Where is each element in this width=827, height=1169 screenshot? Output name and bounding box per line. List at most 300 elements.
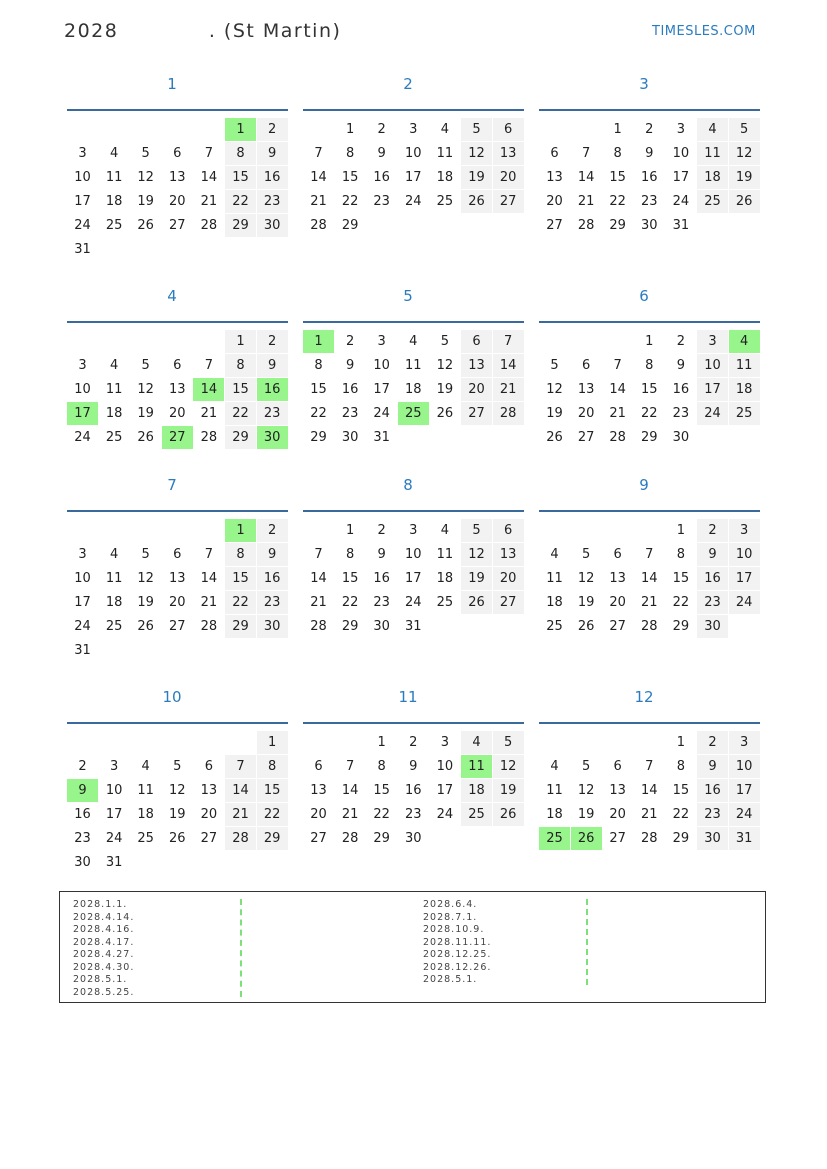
day-cell[interactable]: 25 <box>729 402 760 425</box>
day-cell[interactable]: 12 <box>461 142 492 165</box>
day-cell[interactable]: 4 <box>461 731 492 754</box>
holiday-day-cell[interactable]: 1 <box>225 519 256 542</box>
day-cell[interactable]: 30 <box>373 619 390 634</box>
day-cell[interactable]: 26 <box>137 619 154 634</box>
day-cell[interactable]: 2 <box>697 519 728 542</box>
day-cell[interactable]: 30 <box>341 430 359 445</box>
day-cell[interactable]: 30 <box>74 855 91 870</box>
day-cell[interactable]: 20 <box>310 807 327 822</box>
day-cell[interactable]: 16 <box>373 571 390 586</box>
day-cell[interactable]: 4 <box>440 122 450 137</box>
day-cell[interactable]: 6 <box>613 759 622 774</box>
day-cell[interactable]: 20 <box>200 807 218 822</box>
day-cell[interactable]: 3 <box>440 735 450 750</box>
day-cell[interactable]: 28 <box>225 827 256 850</box>
day-cell[interactable]: 19 <box>577 595 595 610</box>
day-cell[interactable]: 11 <box>105 571 123 586</box>
day-cell[interactable]: 9 <box>409 759 418 774</box>
day-cell[interactable]: 6 <box>493 118 524 141</box>
day-cell[interactable]: 7 <box>225 755 256 778</box>
day-cell[interactable]: 9 <box>377 146 386 161</box>
day-cell[interactable]: 8 <box>225 142 256 165</box>
day-cell[interactable]: 10 <box>105 783 123 798</box>
holiday-day-cell[interactable]: 1 <box>225 118 256 141</box>
day-cell[interactable]: 23 <box>373 595 390 610</box>
day-cell[interactable]: 12 <box>137 170 154 185</box>
day-cell[interactable]: 27 <box>493 190 524 213</box>
day-cell[interactable]: 20 <box>577 406 595 421</box>
day-cell[interactable]: 6 <box>173 547 182 562</box>
day-cell[interactable]: 11 <box>436 547 454 562</box>
day-cell[interactable]: 17 <box>105 807 123 822</box>
day-cell[interactable]: 13 <box>169 170 186 185</box>
day-cell[interactable]: 14 <box>200 170 218 185</box>
day-cell[interactable]: 18 <box>546 807 563 822</box>
day-cell[interactable]: 27 <box>200 831 218 846</box>
day-cell[interactable]: 3 <box>409 122 418 137</box>
day-cell[interactable]: 8 <box>676 759 686 774</box>
day-cell[interactable]: 16 <box>641 170 658 185</box>
day-cell[interactable]: 11 <box>546 571 563 586</box>
day-cell[interactable]: 4 <box>550 759 559 774</box>
day-cell[interactable]: 22 <box>641 406 658 421</box>
day-cell[interactable]: 17 <box>74 194 91 209</box>
day-cell[interactable]: 12 <box>137 571 154 586</box>
day-cell[interactable]: 9 <box>697 755 728 778</box>
day-cell[interactable]: 12 <box>577 571 595 586</box>
day-cell[interactable]: 7 <box>645 759 654 774</box>
day-cell[interactable]: 12 <box>169 783 186 798</box>
day-cell[interactable]: 19 <box>461 166 492 189</box>
day-cell[interactable]: 25 <box>137 831 154 846</box>
day-cell[interactable]: 28 <box>310 619 327 634</box>
day-cell[interactable]: 20 <box>461 378 492 401</box>
day-cell[interactable]: 2 <box>257 118 288 141</box>
day-cell[interactable]: 2 <box>345 334 355 349</box>
day-cell[interactable]: 17 <box>373 382 390 397</box>
day-cell[interactable]: 10 <box>74 170 91 185</box>
day-cell[interactable]: 30 <box>257 615 288 638</box>
day-cell[interactable]: 17 <box>405 571 422 586</box>
day-cell[interactable]: 27 <box>546 218 563 233</box>
day-cell[interactable]: 5 <box>493 731 524 754</box>
day-cell[interactable]: 21 <box>225 803 256 826</box>
day-cell[interactable]: 4 <box>409 334 418 349</box>
day-cell[interactable]: 30 <box>672 430 690 445</box>
day-cell[interactable]: 27 <box>169 218 186 233</box>
day-cell[interactable]: 1 <box>613 122 622 137</box>
day-cell[interactable]: 14 <box>310 571 327 586</box>
day-cell[interactable]: 11 <box>729 354 760 377</box>
day-cell[interactable]: 25 <box>436 595 454 610</box>
day-cell[interactable]: 11 <box>697 142 728 165</box>
day-cell[interactable]: 15 <box>225 166 256 189</box>
holiday-day-cell[interactable]: 17 <box>67 402 98 425</box>
holiday-day-cell[interactable]: 26 <box>571 827 602 850</box>
day-cell[interactable]: 7 <box>314 547 323 562</box>
day-cell[interactable]: 2 <box>409 735 418 750</box>
day-cell[interactable]: 19 <box>169 807 186 822</box>
day-cell[interactable]: 24 <box>672 194 690 209</box>
day-cell[interactable]: 21 <box>200 194 218 209</box>
day-cell[interactable]: 27 <box>310 831 327 846</box>
day-cell[interactable]: 8 <box>613 146 622 161</box>
day-cell[interactable]: 13 <box>493 543 524 566</box>
day-cell[interactable]: 29 <box>609 218 626 233</box>
day-cell[interactable]: 3 <box>109 759 119 774</box>
day-cell[interactable]: 3 <box>78 547 87 562</box>
day-cell[interactable]: 24 <box>436 807 454 822</box>
day-cell[interactable]: 7 <box>345 759 355 774</box>
day-cell[interactable]: 15 <box>641 382 658 397</box>
day-cell[interactable]: 6 <box>550 146 559 161</box>
day-cell[interactable]: 3 <box>377 334 386 349</box>
day-cell[interactable]: 12 <box>137 382 154 397</box>
day-cell[interactable]: 12 <box>729 142 760 165</box>
day-cell[interactable]: 24 <box>697 402 728 425</box>
day-cell[interactable]: 22 <box>225 190 256 213</box>
day-cell[interactable]: 22 <box>257 803 288 826</box>
day-cell[interactable]: 12 <box>436 358 454 373</box>
day-cell[interactable]: 2 <box>78 759 87 774</box>
day-cell[interactable]: 23 <box>672 406 690 421</box>
day-cell[interactable]: 23 <box>405 807 422 822</box>
day-cell[interactable]: 9 <box>257 543 288 566</box>
day-cell[interactable]: 1 <box>377 735 386 750</box>
day-cell[interactable]: 3 <box>697 330 728 353</box>
day-cell[interactable]: 12 <box>546 382 563 397</box>
day-cell[interactable]: 27 <box>461 402 492 425</box>
day-cell[interactable]: 24 <box>373 406 390 421</box>
day-cell[interactable]: 11 <box>436 146 454 161</box>
day-cell[interactable]: 8 <box>345 146 355 161</box>
day-cell[interactable]: 29 <box>225 615 256 638</box>
day-cell[interactable]: 22 <box>341 595 359 610</box>
day-cell[interactable]: 6 <box>314 759 323 774</box>
day-cell[interactable]: 9 <box>257 142 288 165</box>
day-cell[interactable]: 26 <box>461 591 492 614</box>
day-cell[interactable]: 1 <box>676 735 686 750</box>
day-cell[interactable]: 16 <box>257 567 288 590</box>
day-cell[interactable]: 18 <box>105 194 123 209</box>
day-cell[interactable]: 16 <box>405 783 422 798</box>
day-cell[interactable]: 17 <box>672 170 690 185</box>
holiday-day-cell[interactable]: 11 <box>461 755 492 778</box>
day-cell[interactable]: 2 <box>257 519 288 542</box>
day-cell[interactable]: 10 <box>405 547 422 562</box>
day-cell[interactable]: 19 <box>137 194 154 209</box>
day-cell[interactable]: 18 <box>405 382 422 397</box>
day-cell[interactable]: 10 <box>729 543 760 566</box>
day-cell[interactable]: 29 <box>225 426 256 449</box>
day-cell[interactable]: 14 <box>641 783 658 798</box>
day-cell[interactable]: 8 <box>314 358 323 373</box>
day-cell[interactable]: 21 <box>310 194 327 209</box>
day-cell[interactable]: 29 <box>641 430 658 445</box>
day-cell[interactable]: 5 <box>173 759 182 774</box>
day-cell[interactable]: 20 <box>169 406 186 421</box>
day-cell[interactable]: 28 <box>577 218 595 233</box>
day-cell[interactable]: 23 <box>74 831 91 846</box>
day-cell[interactable]: 26 <box>436 406 454 421</box>
day-cell[interactable]: 16 <box>697 567 728 590</box>
day-cell[interactable]: 15 <box>672 783 690 798</box>
day-cell[interactable]: 23 <box>257 591 288 614</box>
day-cell[interactable]: 10 <box>672 146 690 161</box>
day-cell[interactable]: 2 <box>377 523 386 538</box>
day-cell[interactable]: 30 <box>257 214 288 237</box>
day-cell[interactable]: 11 <box>105 170 123 185</box>
day-cell[interactable]: 19 <box>137 595 154 610</box>
day-cell[interactable]: 3 <box>409 523 418 538</box>
day-cell[interactable]: 29 <box>341 218 359 233</box>
day-cell[interactable]: 23 <box>257 402 288 425</box>
day-cell[interactable]: 6 <box>173 146 182 161</box>
day-cell[interactable]: 21 <box>493 378 524 401</box>
day-cell[interactable]: 5 <box>581 759 591 774</box>
day-cell[interactable]: 11 <box>137 783 154 798</box>
holiday-day-cell[interactable]: 16 <box>257 378 288 401</box>
day-cell[interactable]: 22 <box>225 591 256 614</box>
day-cell[interactable]: 21 <box>341 807 359 822</box>
day-cell[interactable]: 21 <box>609 406 626 421</box>
day-cell[interactable]: 13 <box>609 783 626 798</box>
day-cell[interactable]: 20 <box>169 194 186 209</box>
day-cell[interactable]: 10 <box>373 358 390 373</box>
day-cell[interactable]: 31 <box>729 827 760 850</box>
day-cell[interactable]: 31 <box>74 643 91 658</box>
day-cell[interactable]: 22 <box>672 595 690 610</box>
day-cell[interactable]: 20 <box>493 166 524 189</box>
day-cell[interactable]: 5 <box>581 547 591 562</box>
day-cell[interactable]: 15 <box>225 378 256 401</box>
day-cell[interactable]: 19 <box>436 382 454 397</box>
day-cell[interactable]: 5 <box>440 334 450 349</box>
day-cell[interactable]: 26 <box>137 430 154 445</box>
day-cell[interactable]: 29 <box>310 430 327 445</box>
day-cell[interactable]: 23 <box>641 194 658 209</box>
day-cell[interactable]: 22 <box>310 406 327 421</box>
day-cell[interactable]: 5 <box>141 146 150 161</box>
day-cell[interactable]: 14 <box>341 783 359 798</box>
day-cell[interactable]: 24 <box>405 595 422 610</box>
day-cell[interactable]: 17 <box>74 595 91 610</box>
day-cell[interactable]: 22 <box>609 194 626 209</box>
day-cell[interactable]: 10 <box>729 755 760 778</box>
day-cell[interactable]: 25 <box>697 190 728 213</box>
day-cell[interactable]: 22 <box>672 807 690 822</box>
day-cell[interactable]: 26 <box>546 430 563 445</box>
day-cell[interactable]: 2 <box>377 122 386 137</box>
day-cell[interactable]: 16 <box>373 170 390 185</box>
day-cell[interactable]: 23 <box>257 190 288 213</box>
day-cell[interactable]: 15 <box>310 382 327 397</box>
day-cell[interactable]: 31 <box>105 855 123 870</box>
day-cell[interactable]: 18 <box>461 779 492 802</box>
day-cell[interactable]: 14 <box>577 170 595 185</box>
day-cell[interactable]: 18 <box>105 595 123 610</box>
brand-logo-text[interactable]: TIMESLES.COM <box>652 24 756 39</box>
day-cell[interactable]: 9 <box>257 354 288 377</box>
holiday-day-cell[interactable]: 4 <box>729 330 760 353</box>
day-cell[interactable]: 7 <box>581 146 591 161</box>
day-cell[interactable]: 4 <box>440 523 450 538</box>
day-cell[interactable]: 27 <box>169 619 186 634</box>
day-cell[interactable]: 21 <box>200 595 218 610</box>
day-cell[interactable]: 6 <box>173 358 182 373</box>
day-cell[interactable]: 24 <box>105 831 123 846</box>
day-cell[interactable]: 31 <box>373 430 390 445</box>
day-cell[interactable]: 5 <box>141 547 150 562</box>
day-cell[interactable]: 1 <box>345 122 355 137</box>
day-cell[interactable]: 1 <box>225 330 256 353</box>
day-cell[interactable]: 20 <box>609 595 626 610</box>
day-cell[interactable]: 10 <box>74 571 91 586</box>
day-cell[interactable]: 16 <box>74 807 91 822</box>
day-cell[interactable]: 20 <box>609 807 626 822</box>
day-cell[interactable]: 24 <box>729 591 760 614</box>
day-cell[interactable]: 21 <box>200 406 218 421</box>
day-cell[interactable]: 15 <box>341 571 359 586</box>
day-cell[interactable]: 15 <box>341 170 359 185</box>
day-cell[interactable]: 19 <box>546 406 563 421</box>
day-cell[interactable]: 21 <box>641 807 658 822</box>
day-cell[interactable]: 28 <box>200 430 218 445</box>
day-cell[interactable]: 28 <box>493 402 524 425</box>
day-cell[interactable]: 21 <box>641 595 658 610</box>
day-cell[interactable]: 24 <box>74 430 91 445</box>
day-cell[interactable]: 1 <box>645 334 654 349</box>
day-cell[interactable]: 29 <box>341 619 359 634</box>
day-cell[interactable]: 14 <box>609 382 626 397</box>
day-cell[interactable]: 21 <box>310 595 327 610</box>
day-cell[interactable]: 4 <box>109 146 119 161</box>
day-cell[interactable]: 24 <box>729 803 760 826</box>
day-cell[interactable]: 3 <box>729 519 760 542</box>
day-cell[interactable]: 1 <box>676 523 686 538</box>
day-cell[interactable]: 18 <box>436 571 454 586</box>
day-cell[interactable]: 28 <box>641 831 658 846</box>
day-cell[interactable]: 17 <box>436 783 454 798</box>
day-cell[interactable]: 10 <box>436 759 454 774</box>
day-cell[interactable]: 26 <box>137 218 154 233</box>
day-cell[interactable]: 19 <box>461 567 492 590</box>
holiday-day-cell[interactable]: 25 <box>539 827 570 850</box>
day-cell[interactable]: 9 <box>676 358 686 373</box>
day-cell[interactable]: 31 <box>74 242 91 257</box>
day-cell[interactable]: 23 <box>697 803 728 826</box>
day-cell[interactable]: 23 <box>341 406 359 421</box>
day-cell[interactable]: 24 <box>74 619 91 634</box>
day-cell[interactable]: 11 <box>546 783 563 798</box>
day-cell[interactable]: 3 <box>78 146 87 161</box>
day-cell[interactable]: 13 <box>310 783 327 798</box>
day-cell[interactable]: 16 <box>341 382 359 397</box>
day-cell[interactable]: 13 <box>461 354 492 377</box>
day-cell[interactable]: 20 <box>546 194 563 209</box>
day-cell[interactable]: 11 <box>405 358 422 373</box>
day-cell[interactable]: 6 <box>461 330 492 353</box>
day-cell[interactable]: 7 <box>204 146 214 161</box>
day-cell[interactable]: 18 <box>546 595 563 610</box>
day-cell[interactable]: 28 <box>310 218 327 233</box>
day-cell[interactable]: 9 <box>377 547 386 562</box>
holiday-day-cell[interactable]: 27 <box>162 426 193 449</box>
day-cell[interactable]: 26 <box>461 190 492 213</box>
day-cell[interactable]: 27 <box>493 591 524 614</box>
day-cell[interactable]: 30 <box>697 615 728 638</box>
day-cell[interactable]: 9 <box>345 358 355 373</box>
day-cell[interactable]: 30 <box>697 827 728 850</box>
day-cell[interactable]: 10 <box>405 146 422 161</box>
day-cell[interactable]: 28 <box>200 218 218 233</box>
holiday-day-cell[interactable]: 14 <box>193 378 224 401</box>
day-cell[interactable]: 5 <box>729 118 760 141</box>
day-cell[interactable]: 29 <box>257 827 288 850</box>
day-cell[interactable]: 4 <box>109 358 119 373</box>
day-cell[interactable]: 28 <box>641 619 658 634</box>
day-cell[interactable]: 13 <box>577 382 595 397</box>
day-cell[interactable]: 17 <box>405 170 422 185</box>
day-cell[interactable]: 2 <box>676 334 686 349</box>
day-cell[interactable]: 3 <box>729 731 760 754</box>
day-cell[interactable]: 7 <box>204 358 214 373</box>
day-cell[interactable]: 8 <box>225 543 256 566</box>
day-cell[interactable]: 13 <box>169 571 186 586</box>
day-cell[interactable]: 30 <box>405 831 422 846</box>
holiday-day-cell[interactable]: 9 <box>67 779 98 802</box>
day-cell[interactable]: 30 <box>641 218 658 233</box>
day-cell[interactable]: 8 <box>645 358 654 373</box>
day-cell[interactable]: 29 <box>672 619 690 634</box>
day-cell[interactable]: 4 <box>141 759 150 774</box>
day-cell[interactable]: 7 <box>645 547 654 562</box>
day-cell[interactable]: 31 <box>405 619 422 634</box>
day-cell[interactable]: 19 <box>729 166 760 189</box>
day-cell[interactable]: 8 <box>676 547 686 562</box>
day-cell[interactable]: 28 <box>609 430 626 445</box>
day-cell[interactable]: 13 <box>169 382 186 397</box>
day-cell[interactable]: 14 <box>310 170 327 185</box>
day-cell[interactable]: 4 <box>697 118 728 141</box>
day-cell[interactable]: 4 <box>109 547 119 562</box>
day-cell[interactable]: 8 <box>345 547 355 562</box>
day-cell[interactable]: 12 <box>493 755 524 778</box>
day-cell[interactable]: 7 <box>613 358 622 373</box>
day-cell[interactable]: 18 <box>436 170 454 185</box>
day-cell[interactable]: 1 <box>345 523 355 538</box>
day-cell[interactable]: 17 <box>729 779 760 802</box>
day-cell[interactable]: 25 <box>105 619 123 634</box>
day-cell[interactable]: 4 <box>550 547 559 562</box>
day-cell[interactable]: 10 <box>697 354 728 377</box>
day-cell[interactable]: 14 <box>493 354 524 377</box>
day-cell[interactable]: 5 <box>461 118 492 141</box>
day-cell[interactable]: 14 <box>641 571 658 586</box>
day-cell[interactable]: 15 <box>373 783 390 798</box>
day-cell[interactable]: 9 <box>697 543 728 566</box>
day-cell[interactable]: 28 <box>341 831 359 846</box>
day-cell[interactable]: 6 <box>581 358 591 373</box>
day-cell[interactable]: 31 <box>672 218 690 233</box>
day-cell[interactable]: 3 <box>676 122 686 137</box>
day-cell[interactable]: 22 <box>225 402 256 425</box>
day-cell[interactable]: 25 <box>546 619 563 634</box>
day-cell[interactable]: 18 <box>105 406 123 421</box>
holiday-day-cell[interactable]: 30 <box>257 426 288 449</box>
day-cell[interactable]: 27 <box>609 831 626 846</box>
day-cell[interactable]: 29 <box>225 214 256 237</box>
